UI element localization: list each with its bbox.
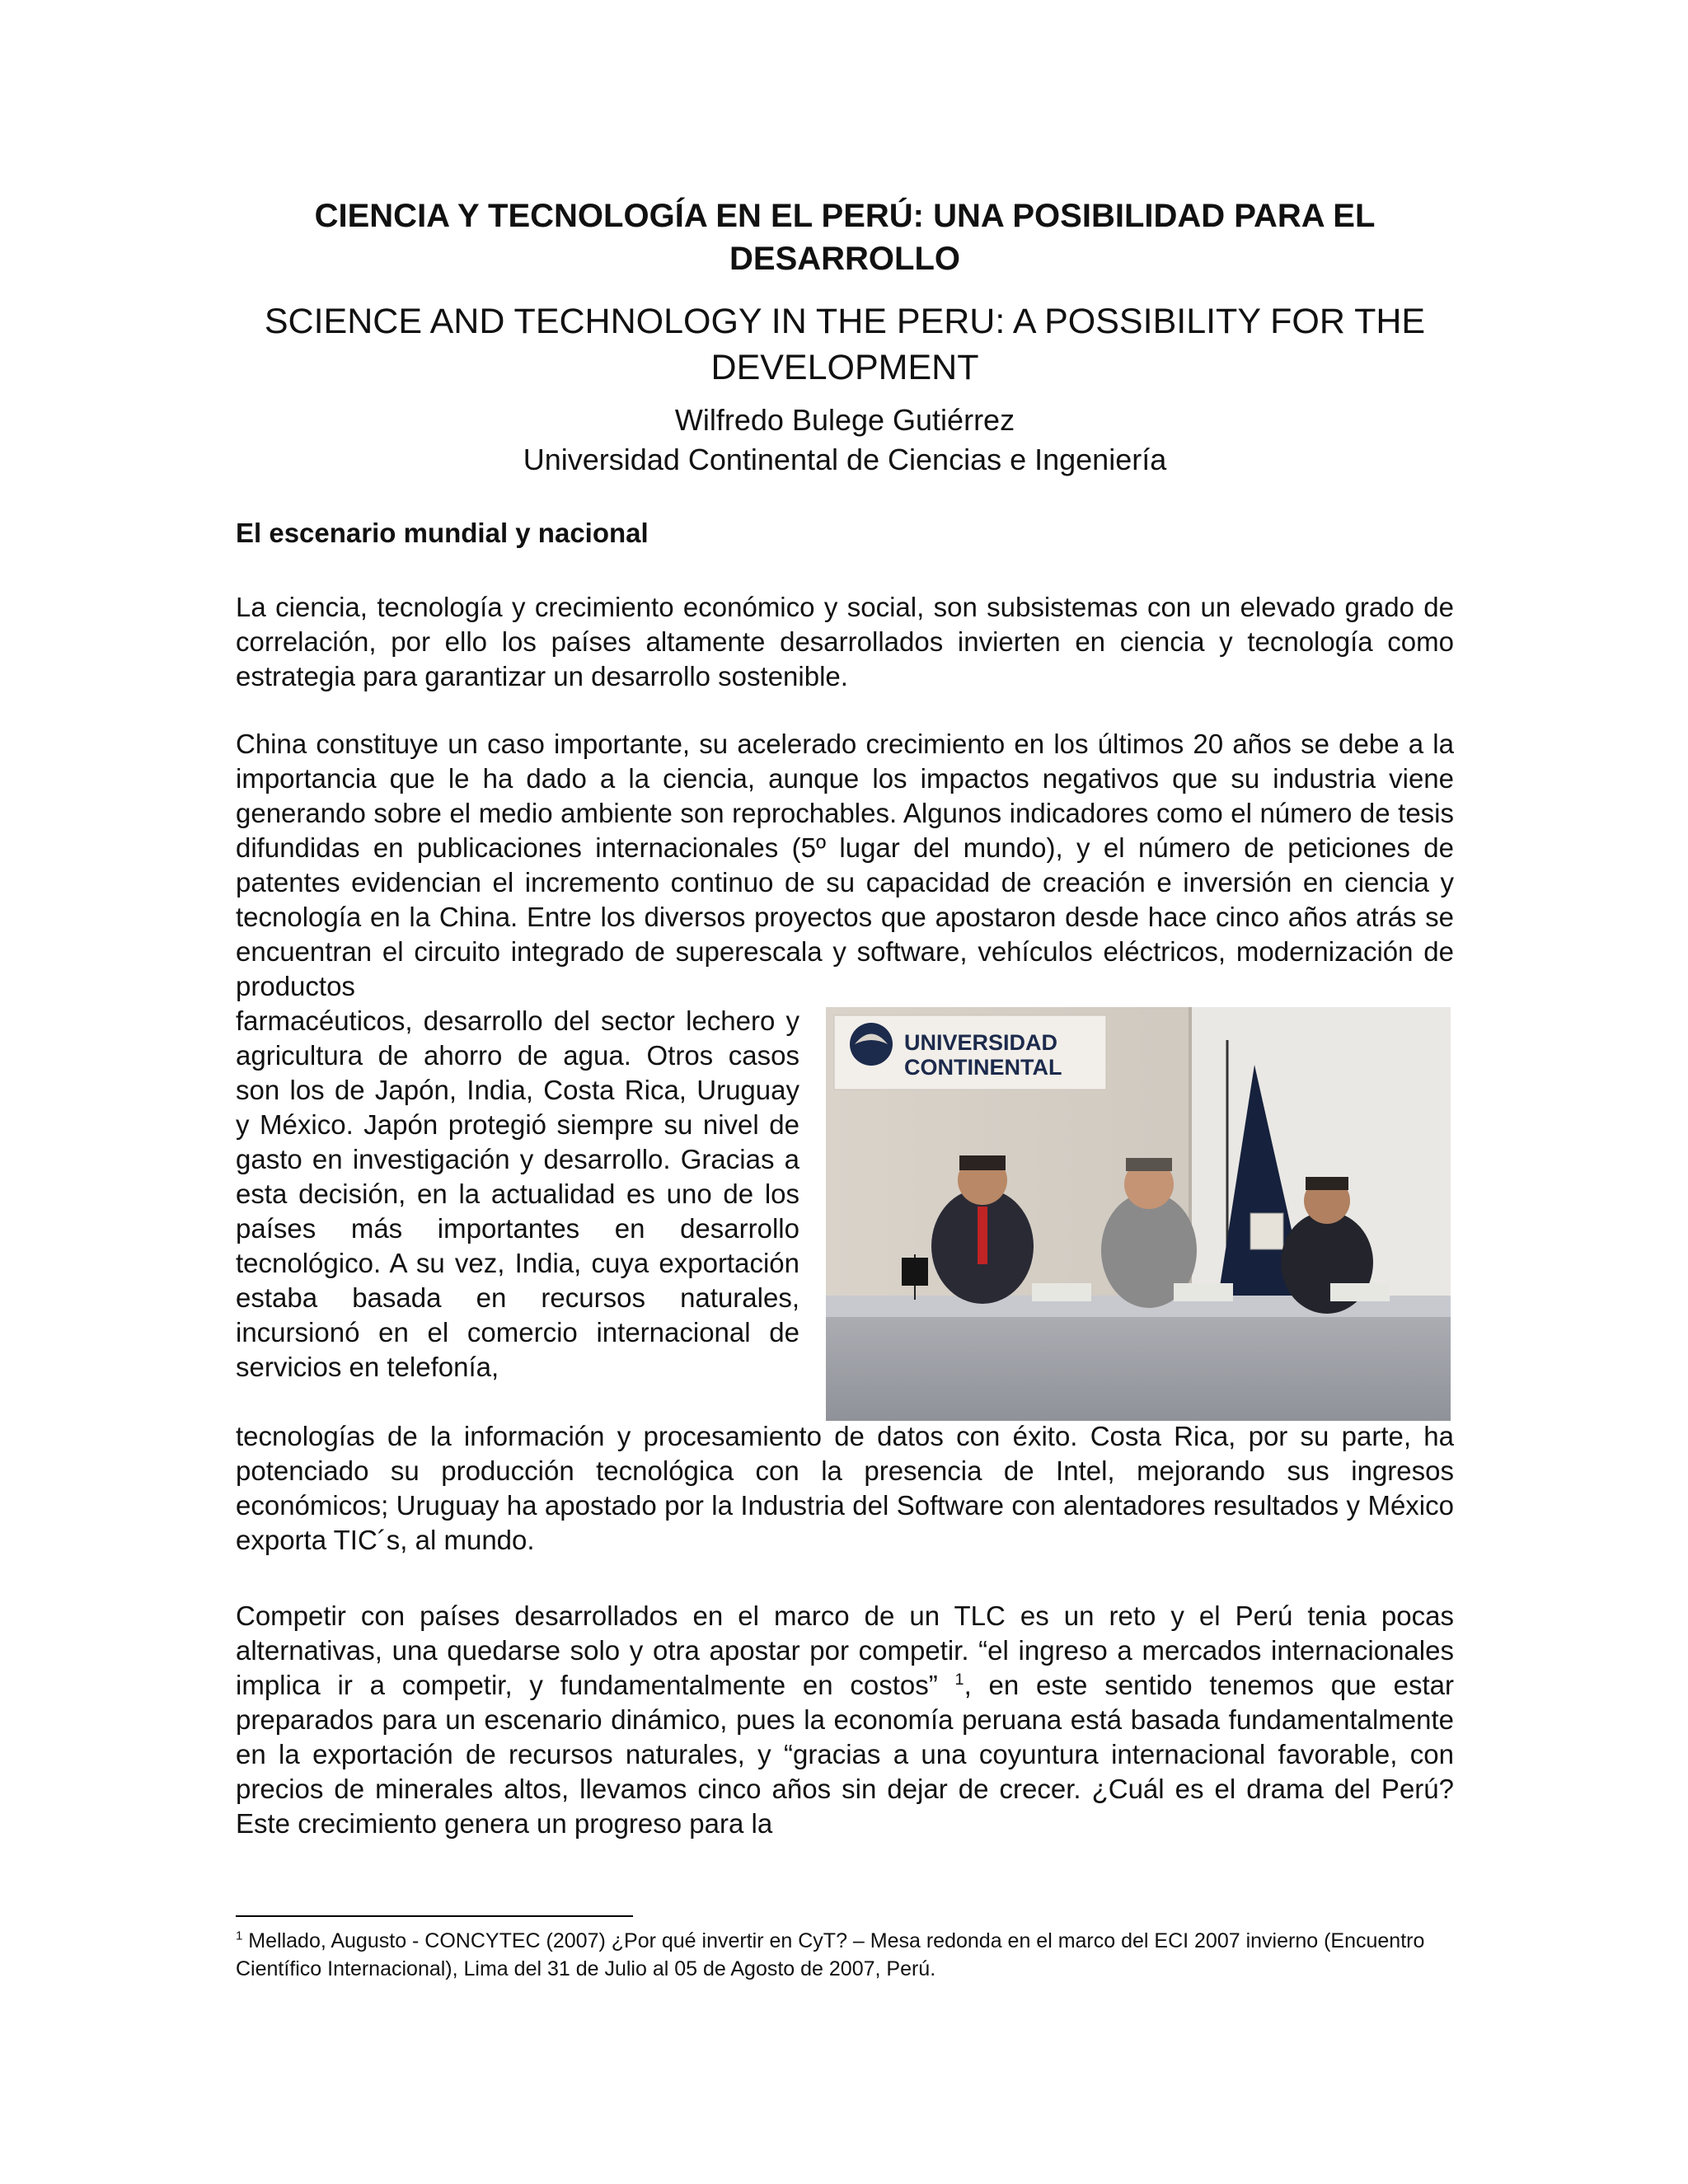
paragraph-2-continued	[236, 1419, 1454, 1558]
conference-photo-image	[826, 1007, 1451, 1421]
paragraph-3-text	[236, 1599, 1454, 1841]
conference-photo	[826, 1007, 1451, 1421]
paragraph-1	[236, 590, 1454, 694]
section-heading: El escenario mundial y nacional	[236, 518, 649, 548]
paragraph-2-text-b: farmacéuticos, desarrollo del sector lechero y agricultura de ahorro de agua. Otros casos son los de Japón, India, Costa Rica, Uruguay y México. Japón protegió siempre su nivel de gasto en investigación y desarrollo. Gracias a esta decisión, en la actualidad es uno de los países más importantes en desarrollo tecnológico. A su vez, India, cuya exportación estaba basada en recursos naturales, incursionó en el comercio internacional de servicios en telefonía,	[236, 1005, 799, 1382]
paragraph-2-text-a: China constituye un caso importante, su acelerado crecimiento en los últimos 20 años se debe a la importancia que le ha dado a la ciencia, aunque los impactos negativos que su industria viene generando sobre el medio ambiente son reprochables. Algunos indicadores como el número de tesis difundidas en publicaciones internacionales (5º lugar del mundo), y el número de peticiones de patentes evidencian el incremento continuo de su capacidad de creación e inversión en ciencia y tecnología en la China. Entre los diversos proyectos que apostaron desde hace cinco años atrás se encuentran el circuito integrado de superescala y software, vehículos eléctricos, modernización de productos	[236, 729, 1454, 1001]
banner-text-line2: CONTINENTAL	[904, 1055, 1062, 1080]
footnote	[236, 1927, 1454, 1983]
paragraph-2-wrapped	[236, 1004, 799, 1385]
footnote-number: 1	[236, 1929, 243, 1943]
page-title: CIENCIA Y TECNOLOGÍA EN EL PERÚ: UNA POSIBILIDAD PARA EL DESARROLLO	[314, 198, 1376, 277]
banner-text-line1: UNIVERSIDAD	[904, 1030, 1058, 1055]
footnote-separator	[236, 1915, 633, 1917]
paragraph-2	[236, 727, 1454, 1004]
paragraph-2-text-c: tecnologías de la información y procesamiento de datos con éxito. Costa Rica, por su parte, ha potenciado su producción tecnológica con la presencia de Intel, mejorando sus ingresos económicos; Uruguay ha apostado por la Industria del Software con alentadores resultados y México exporta TIC´s, al mundo.	[236, 1421, 1454, 1555]
paragraph-1-text: La ciencia, tecnología y crecimiento económico y social, son subsistemas con un elevado grado de correlación, por ello los países altamente desarrollados invierten en ciencia y tecnología como estrategia para garantizar un desarrollo sostenible.	[236, 592, 1454, 691]
author-name: Wilfredo Bulege Gutiérrez	[674, 403, 1015, 437]
paragraph-3-text-after: , en este sentido tenemos que estar preparados para un escenario dinámico, pues la economía peruana está basada fundamentalmente en la exportación de recursos naturales, y “gracias a una coyuntura internacional favorable, con precios de minerales altos, llevamos cinco años sin dejar de crecer. ¿Cuál es el drama del Perú? Este crecimiento genera un progreso para la	[236, 1670, 1454, 1839]
author-affiliation: Universidad Continental de Ciencias e Ingeniería	[523, 443, 1167, 476]
footnote-text: Mellado, Augusto - CONCYTEC (2007) ¿Por qué invertir en CyT? – Mesa redonda en el marco del ECI 2007 invierno (Encuentro Científico Internacional), Lima del 31 de Julio al 05 de Agosto de 2007, Perú.	[236, 1929, 1425, 1980]
paragraph-3	[236, 1599, 1454, 1841]
page-subtitle: SCIENCE AND TECHNOLOGY IN THE PERU: A POSSIBILITY FOR THE DEVELOPMENT	[264, 302, 1426, 387]
paragraph-3-text-before: Competir con países desarrollados en el marco de un TLC es un reto y el Perú tenia pocas alternativas, una quedarse solo y otra apostar por competir. “el ingreso a mercados internacionales implica ir a competir, y fundamentalmente en costos”	[236, 1601, 1454, 1700]
footnote-reference[interactable]: 1	[954, 1671, 964, 1689]
